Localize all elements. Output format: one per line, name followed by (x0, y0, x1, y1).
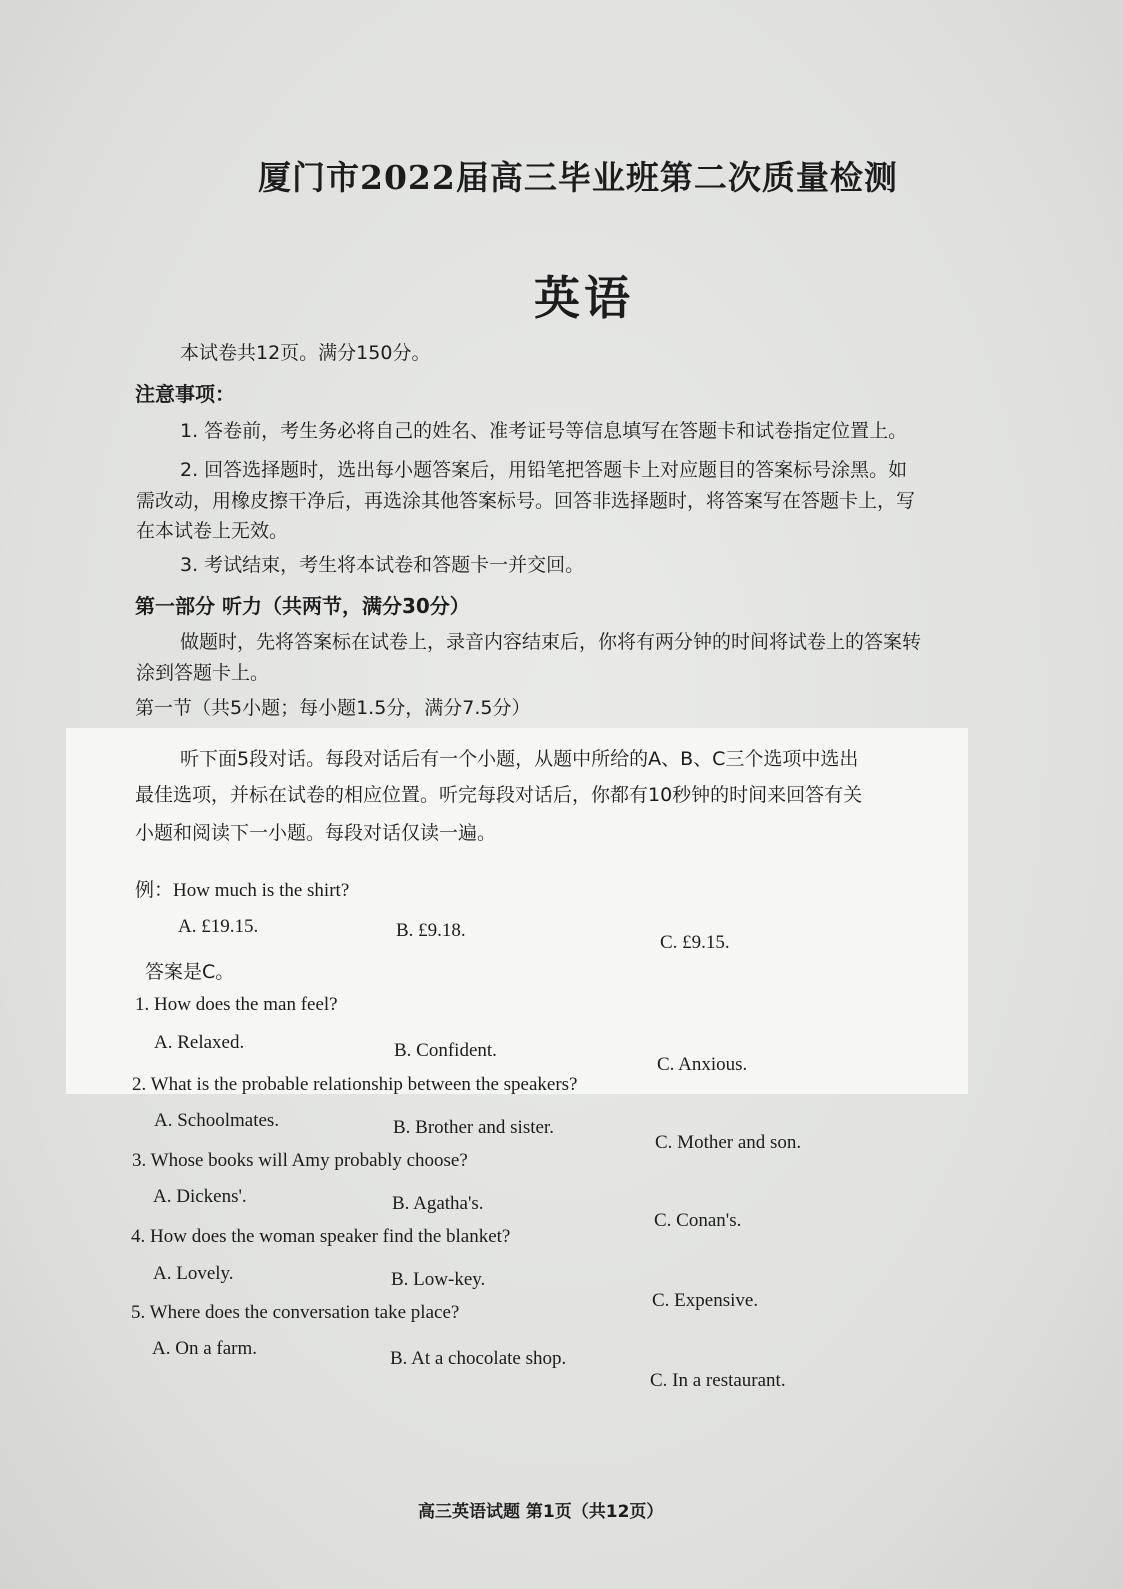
q4-option-a: A. Lovely. (153, 1263, 234, 1284)
page-footer: 高三英语试题 第1页（共12页） (418, 1502, 664, 1522)
example-question: 例：How much is the shirt? (135, 880, 350, 901)
notice-line: 3. 考试结束，考生将本试卷和答题卡一并交回。 (180, 554, 585, 576)
q2-option-c: C. Mother and son. (655, 1132, 802, 1153)
question-2: 2. What is the probable relationship between the speakers? (132, 1074, 578, 1095)
section1-instruction: 听下面5段对话。每段对话后有一个小题，从题中所给的A、B、C三个选项中选出 (180, 748, 859, 770)
q3-option-b: B. Agatha's. (392, 1193, 484, 1214)
part1-heading: 第一部分 听力（共两节，满分30分） (135, 594, 470, 618)
part1-instruction: 涂到答题卡上。 (136, 662, 270, 684)
section1-instruction: 最佳选项，并标在试卷的相应位置。听完每段对话后，你都有10秒钟的时间来回答有关 (135, 784, 863, 806)
notice-line: 需改动，用橡皮擦干净后，再选涂其他答案标号。回答非选择题时，将答案写在答题卡上，写 (136, 490, 916, 512)
q2-option-b: B. Brother and sister. (393, 1117, 554, 1138)
question-4: 4. How does the woman speaker find the blanket? (131, 1226, 511, 1247)
q1-option-b: B. Confident. (394, 1040, 497, 1061)
exam-title: 厦门市2022届高三毕业班第二次质量检测 (258, 158, 898, 197)
q1-option-a: A. Relaxed. (154, 1032, 245, 1053)
example-answer: 答案是C。 (145, 961, 235, 983)
notice-line: 1. 答卷前，考生务必将自己的姓名、准考证号等信息填写在答题卡和试卷指定位置上。 (180, 420, 908, 442)
example-option-b: B. £9.18. (396, 920, 466, 941)
section1-heading: 第一节（共5小题；每小题1.5分，满分7.5分） (135, 697, 531, 719)
subject-title: 英语 (534, 271, 634, 325)
q1-option-c: C. Anxious. (657, 1054, 748, 1075)
q2-option-a: A. Schoolmates. (154, 1110, 280, 1131)
q5-option-a: A. On a farm. (152, 1338, 257, 1359)
q4-option-c: C. Expensive. (652, 1290, 759, 1311)
q4-option-b: B. Low-key. (391, 1269, 486, 1290)
part1-instruction: 做题时，先将答案标在试卷上，录音内容结束后，你将有两分钟的时间将试卷上的答案转 (180, 631, 922, 653)
q5-option-b: B. At a chocolate shop. (390, 1348, 567, 1369)
question-1: 1. How does the man feel? (135, 994, 338, 1015)
example-option-a: A. £19.15. (178, 916, 259, 937)
section1-instruction: 小题和阅读下一小题。每段对话仅读一遍。 (135, 822, 497, 844)
notice-line: 2. 回答选择题时，选出每小题答案后，用铅笔把答题卡上对应题目的答案标号涂黑。如 (180, 459, 908, 481)
example-option-c: C. £9.15. (660, 932, 730, 953)
question-3: 3. Whose books will Amy probably choose? (132, 1150, 468, 1171)
q3-option-a: A. Dickens'. (153, 1186, 247, 1207)
intro-text: 本试卷共12页。满分150分。 (180, 342, 431, 364)
notice-heading: 注意事项： (135, 382, 235, 406)
notice-line: 在本试卷上无效。 (136, 520, 289, 542)
q3-option-c: C. Conan's. (654, 1210, 742, 1231)
question-5: 5. Where does the conversation take place? (131, 1302, 460, 1323)
q5-option-c: C. In a restaurant. (650, 1370, 786, 1391)
